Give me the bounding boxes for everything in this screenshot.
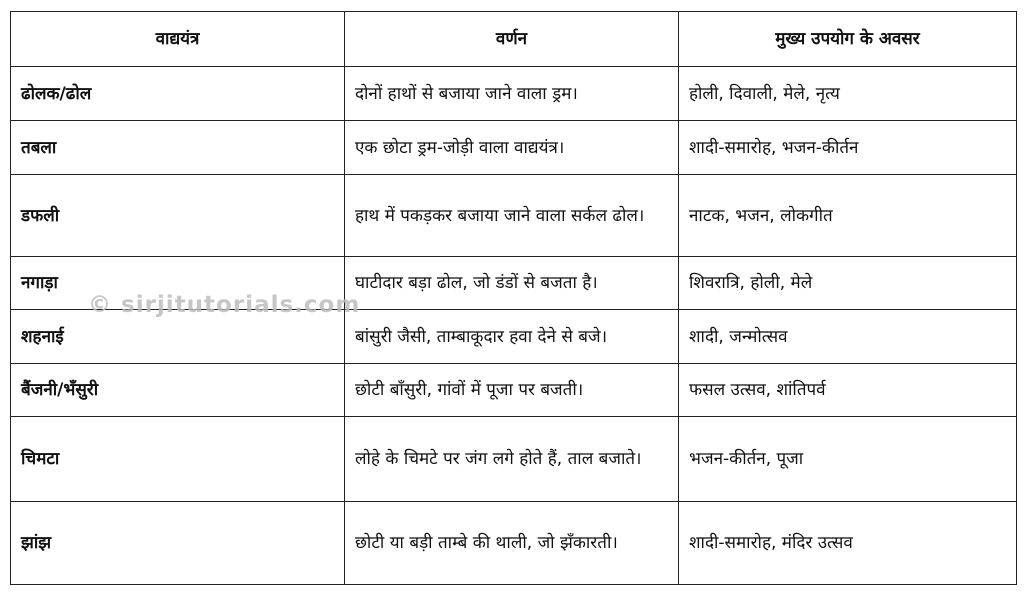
instrument-cell: तबला (11, 121, 345, 175)
occasions-cell: फसल उत्सव, शांतिपर्व (679, 364, 1017, 417)
table-row (11, 310, 1017, 364)
table-row (11, 121, 1017, 175)
description-cell: घाटीदार बड़ा ढोल, जो डंडों से बजता है। (345, 257, 679, 310)
header-row (11, 12, 1017, 67)
instrument-cell: ढोलक/ढोल (11, 67, 345, 121)
instrument-cell: चिमटा (11, 417, 345, 502)
instruments-table (10, 11, 1017, 585)
watermark: © sirjitutorials.com (88, 292, 361, 318)
table-row (11, 502, 1017, 585)
description-cell: हाथ में पकड़कर बजाया जाने वाला सर्कल ढोल। (345, 175, 679, 257)
instrument-cell: डफली (11, 175, 345, 257)
table-row (11, 67, 1017, 121)
instrument-cell: शहनाई (11, 310, 345, 364)
description-cell: छोटी बाँसुरी, गांवों में पूजा पर बजती। (345, 364, 679, 417)
occasions-cell: शादी-समारोह, भजन-कीर्तन (679, 121, 1017, 175)
table-row (11, 257, 1017, 310)
table-row (11, 364, 1017, 417)
occasions-cell: होली, दिवाली, मेले, नृत्य (679, 67, 1017, 121)
occasions-cell: शादी-समारोह, मंदिर उत्सव (679, 502, 1017, 585)
description-cell: बांसुरी जैसी, ताम्बाकूदार हवा देने से बजे। (345, 310, 679, 364)
instrument-cell: झांझ (11, 502, 345, 585)
occasions-cell: नाटक, भजन, लोकगीत (679, 175, 1017, 257)
header-occasions: मुख्य उपयोग के अवसर (679, 12, 1017, 67)
occasions-cell: शादी, जन्मोत्सव (679, 310, 1017, 364)
description-cell: दोनों हाथों से बजाया जाने वाला ड्रम। (345, 67, 679, 121)
occasions-cell: भजन-कीर्तन, पूजा (679, 417, 1017, 502)
table-row (11, 175, 1017, 257)
header-description: वर्णन (345, 12, 679, 67)
instrument-cell: बैंजनी/भँसुरी (11, 364, 345, 417)
occasions-cell: शिवरात्रि, होली, मेले (679, 257, 1017, 310)
description-cell: छोटी या बड़ी ताम्बे की थाली, जो झँकारती। (345, 502, 679, 585)
description-cell: लोहे के चिमटे पर जंग लगे होते हैं, ताल बजाते। (345, 417, 679, 502)
table-row (11, 417, 1017, 502)
description-cell: एक छोटा ड्रम-जोड़ी वाला वाद्ययंत्र। (345, 121, 679, 175)
instrument-cell: नगाड़ा (11, 257, 345, 310)
header-instrument: वाद्ययंत्र (11, 12, 345, 67)
